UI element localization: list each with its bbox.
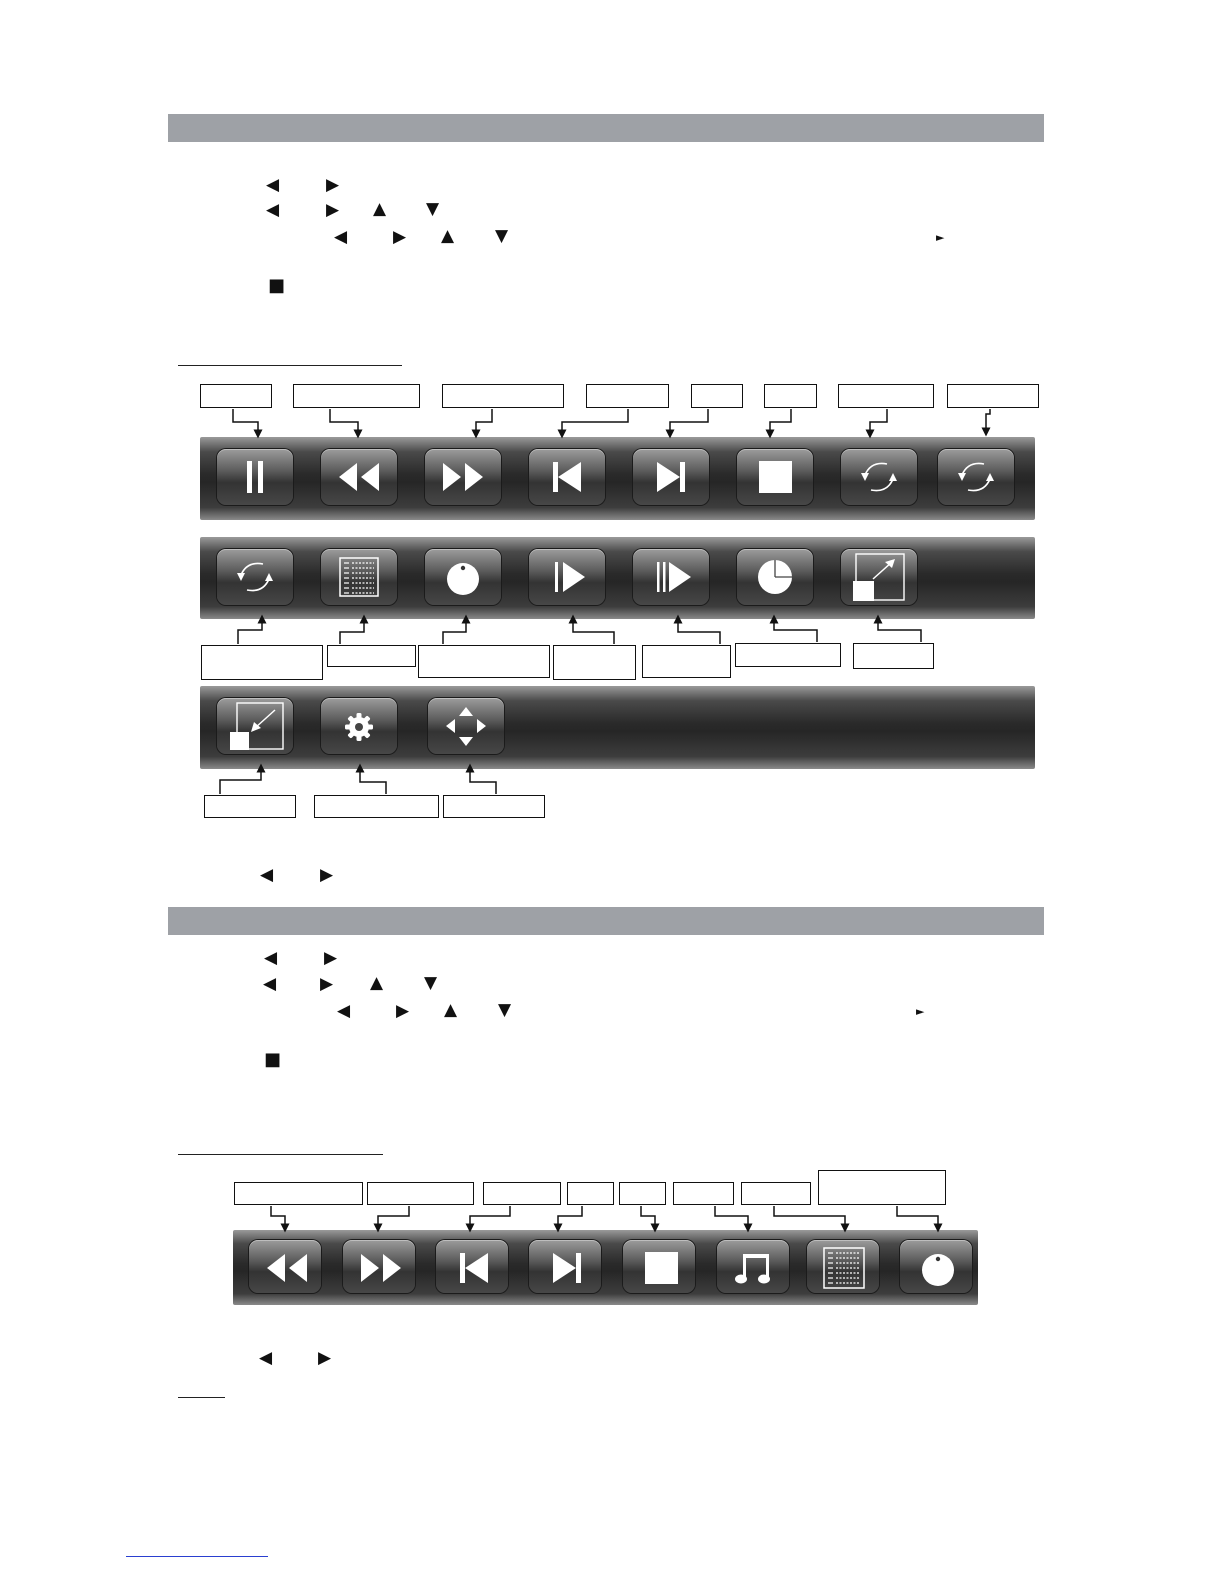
label-box — [673, 1182, 734, 1205]
left-arrow-icon: ◀ — [334, 227, 348, 247]
stop-icon — [737, 449, 813, 505]
left-arrow-icon: ◀ — [337, 1001, 351, 1021]
down-arrow-icon: ▼ — [424, 973, 438, 993]
rewind-icon — [249, 1240, 325, 1296]
pause-icon — [217, 449, 293, 505]
up-arrow-icon: ▲ — [441, 226, 455, 246]
up-arrow-icon: ▲ — [444, 1000, 458, 1020]
label-box — [234, 1182, 363, 1205]
subheading-underline — [178, 1154, 383, 1155]
footer-link-underline[interactable] — [126, 1556, 268, 1557]
slow-forward-icon — [529, 549, 605, 605]
up-arrow-icon: ▲ — [373, 199, 387, 219]
info-button[interactable] — [425, 549, 501, 605]
goto-time-button[interactable] — [737, 549, 813, 605]
slow-forward-button[interactable] — [529, 549, 605, 605]
label-box — [567, 1182, 614, 1205]
repeat-one-icon — [841, 449, 917, 505]
label-box — [418, 645, 550, 678]
rewind-button[interactable] — [249, 1240, 321, 1293]
label-box — [367, 1182, 474, 1205]
left-arrow-icon: ◀ — [260, 865, 274, 885]
next-icon — [529, 1240, 605, 1296]
previous-icon — [529, 449, 605, 505]
left-arrow-icon: ◀ — [259, 1348, 273, 1368]
previous-button[interactable] — [436, 1240, 508, 1293]
down-arrow-icon: ▼ — [495, 226, 509, 246]
right-arrow-icon: ▶ — [326, 200, 340, 220]
pan-icon — [428, 698, 504, 754]
label-box — [204, 795, 296, 818]
pause-button[interactable] — [217, 449, 293, 505]
label-box — [838, 384, 934, 408]
label-box — [327, 645, 416, 667]
rewind-button[interactable] — [321, 449, 397, 505]
label-box — [642, 645, 731, 678]
next-icon — [633, 449, 709, 505]
label-box — [314, 795, 439, 818]
right-arrow-icon: ▶ — [320, 974, 334, 994]
rewind-icon — [321, 449, 397, 505]
zoom-out-icon — [217, 698, 293, 754]
repeat-off-button[interactable] — [217, 549, 293, 605]
right-arrow-icon: ▶ — [318, 1348, 332, 1368]
label-box — [200, 384, 272, 408]
goto-time-icon — [737, 549, 813, 605]
repeat-off-icon — [217, 549, 293, 605]
video-control-bar-3 — [200, 686, 1035, 769]
step-forward-button[interactable] — [633, 549, 709, 605]
label-box — [741, 1182, 811, 1205]
label-box — [735, 643, 841, 667]
playlist-button[interactable] — [321, 549, 397, 605]
zoom-in-icon — [841, 549, 917, 605]
fast-forward-button[interactable] — [425, 449, 501, 505]
label-box — [553, 645, 636, 680]
playlist-icon — [807, 1240, 883, 1296]
label-box — [483, 1182, 561, 1205]
settings-icon — [321, 698, 397, 754]
zoom-out-button[interactable] — [217, 698, 293, 754]
label-box — [443, 795, 545, 818]
right-arrow-icon: ▶ — [324, 948, 338, 968]
stop-square-icon: ■ — [264, 1049, 282, 1070]
stop-square-icon: ■ — [268, 275, 286, 296]
up-arrow-icon: ▲ — [370, 973, 384, 993]
label-box — [818, 1170, 946, 1205]
label-box — [442, 384, 564, 408]
label-box — [293, 384, 420, 408]
down-arrow-icon: ▼ — [426, 199, 440, 219]
right-arrow-icon: ▶ — [393, 227, 407, 247]
label-box — [764, 384, 817, 408]
right-arrow-icon: ▶ — [326, 175, 340, 195]
down-arrow-icon: ▼ — [498, 1000, 512, 1020]
info-icon — [425, 549, 501, 605]
info-button[interactable] — [900, 1240, 972, 1293]
music-note-icon — [717, 1240, 793, 1296]
subheading-underline — [178, 365, 402, 366]
label-box — [853, 643, 934, 669]
pan-button[interactable] — [428, 698, 504, 754]
section-header-bar-video — [168, 114, 1044, 142]
label-box — [586, 384, 669, 408]
stop-button[interactable] — [623, 1240, 695, 1293]
video-control-bar-1 — [200, 437, 1035, 520]
stop-icon — [623, 1240, 699, 1296]
playlist-button[interactable] — [807, 1240, 879, 1293]
next-button[interactable] — [529, 1240, 601, 1293]
note-underline — [178, 1397, 225, 1398]
section-header-bar-music — [168, 907, 1044, 935]
left-arrow-icon: ◀ — [266, 200, 280, 220]
fast-forward-button[interactable] — [343, 1240, 415, 1293]
video-control-bar-2 — [200, 537, 1035, 619]
settings-button[interactable] — [321, 698, 397, 754]
small-right-arrow-icon: ► — [936, 231, 945, 244]
next-button[interactable] — [633, 449, 709, 505]
label-box — [201, 645, 323, 680]
repeat-all-button[interactable] — [938, 449, 1014, 505]
info-icon — [900, 1240, 976, 1296]
left-arrow-icon: ◀ — [263, 974, 277, 994]
music-control-bar — [233, 1230, 978, 1305]
repeat-one-button[interactable] — [841, 449, 917, 505]
right-arrow-icon: ▶ — [320, 865, 334, 885]
previous-button[interactable] — [529, 449, 605, 505]
zoom-in-button[interactable] — [841, 549, 917, 605]
left-arrow-icon: ◀ — [266, 175, 280, 195]
small-right-arrow-icon: ► — [916, 1005, 925, 1018]
fast-forward-icon — [425, 449, 501, 505]
previous-icon — [436, 1240, 512, 1296]
step-forward-icon — [633, 549, 709, 605]
fast-forward-icon — [343, 1240, 419, 1296]
label-box — [691, 384, 743, 408]
left-arrow-icon: ◀ — [264, 948, 278, 968]
stop-button[interactable] — [737, 449, 813, 505]
right-arrow-icon: ▶ — [396, 1001, 410, 1021]
label-box — [947, 384, 1039, 408]
repeat-all-icon — [938, 449, 1014, 505]
label-box — [619, 1182, 666, 1205]
music-button[interactable] — [717, 1240, 789, 1293]
playlist-icon — [321, 549, 397, 605]
